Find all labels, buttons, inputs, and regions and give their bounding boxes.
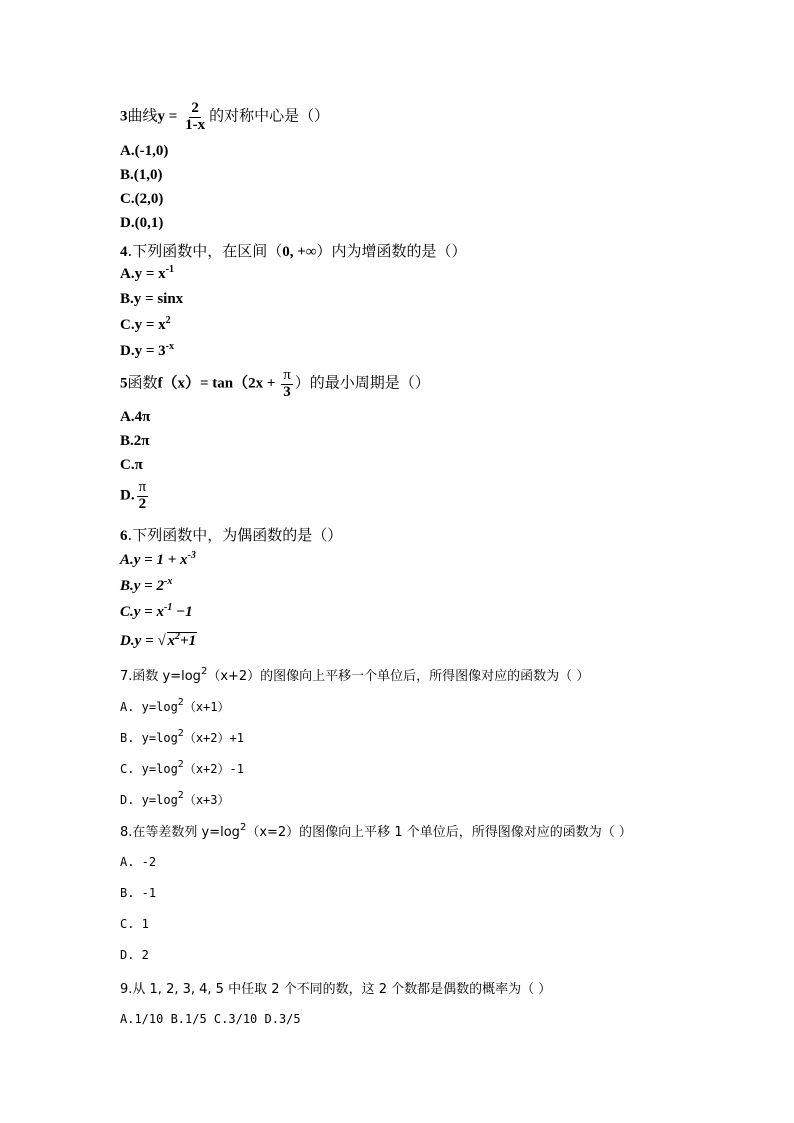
q3-fraction: $\frac{2}{1-x}$	[185, 100, 206, 133]
q7-option-d: D. $y=\log^2(x+3)$	[120, 790, 230, 807]
q7-option-a: A. $y=\log^2(x+1)$	[120, 697, 230, 714]
q6-option-b: $B.y = 2^{-x}$	[120, 576, 173, 594]
q4-stem: 4.下列函数中，在区间（0, +∞）内为增函数的是（）	[120, 242, 467, 260]
q8-option-d: D. 2	[120, 948, 149, 962]
q3-option-c: C.(2,0)	[120, 191, 164, 207]
q6-option-c: $C.y = x^{-1} -1$	[120, 602, 193, 620]
q5-option-b: B.2π	[120, 433, 150, 449]
q6-option-a: $A.y = 1 + x^{-3}$	[120, 550, 196, 568]
q5-option-c: C.π	[120, 457, 143, 473]
q9-options: A.1/10 B.1/5 C.3/10 D.3/5	[120, 1012, 301, 1026]
q3-stem: 3曲线y = $\frac{2}{1-x}$ 的对称中心是（）	[120, 100, 330, 133]
q9-stem: 9.从 1, 2, 3, 4, 5 中任取 2 个不同的数，这 2 个数都是偶数的概率为（ ）	[120, 982, 552, 997]
q4-option-d: $D.y = 3^{-x}$	[120, 341, 174, 359]
q4-option-c: $C.y = x^2$	[120, 315, 171, 333]
q3-option-a: A.(-1,0)	[120, 143, 169, 159]
q3-option-b: B.(1,0)	[120, 167, 163, 183]
q6-stem: 6.下列函数中，为偶函数的是（）	[120, 526, 343, 544]
q3-option-d: D.(0,1)	[120, 215, 164, 231]
q7-option-b: B. $y=\log^2(x+2)+1$	[120, 728, 244, 745]
q8-stem: 8.在等差数列 $y=\log^2(x=2)$的图像向上平移 1 个单位后，所得图像对应的函数为（ ）	[120, 822, 632, 840]
q6-option-d: D.y = √ $x^2+1$	[120, 631, 197, 649]
q8-option-b: B. -1	[120, 886, 157, 900]
q4-option-a: $A.y = x^{-1}$	[120, 264, 174, 282]
q5-option-d: D. $\frac{\pi}{2}$	[120, 479, 147, 512]
q8-option-a: A. -2	[120, 855, 157, 869]
q8-option-c: C. 1	[120, 917, 149, 931]
q7-option-c: C. $y=\log^2(x+2)-1$	[120, 759, 244, 776]
q5-option-a: A.4π	[120, 409, 151, 425]
q5-stem: 5函数f（x）= tan（2x + $\frac{\pi}{3}$ ）的最小周期是（）	[120, 367, 430, 400]
q5-fraction: $\frac{\pi}{3}$	[283, 367, 291, 400]
q7-stem: 7.函数 $y=\log^2(x+2)$的图像向上平移一个单位后，所得图像对应的函数为（ ）	[120, 666, 590, 684]
q4-option-b: B.y = sinx	[120, 291, 184, 307]
